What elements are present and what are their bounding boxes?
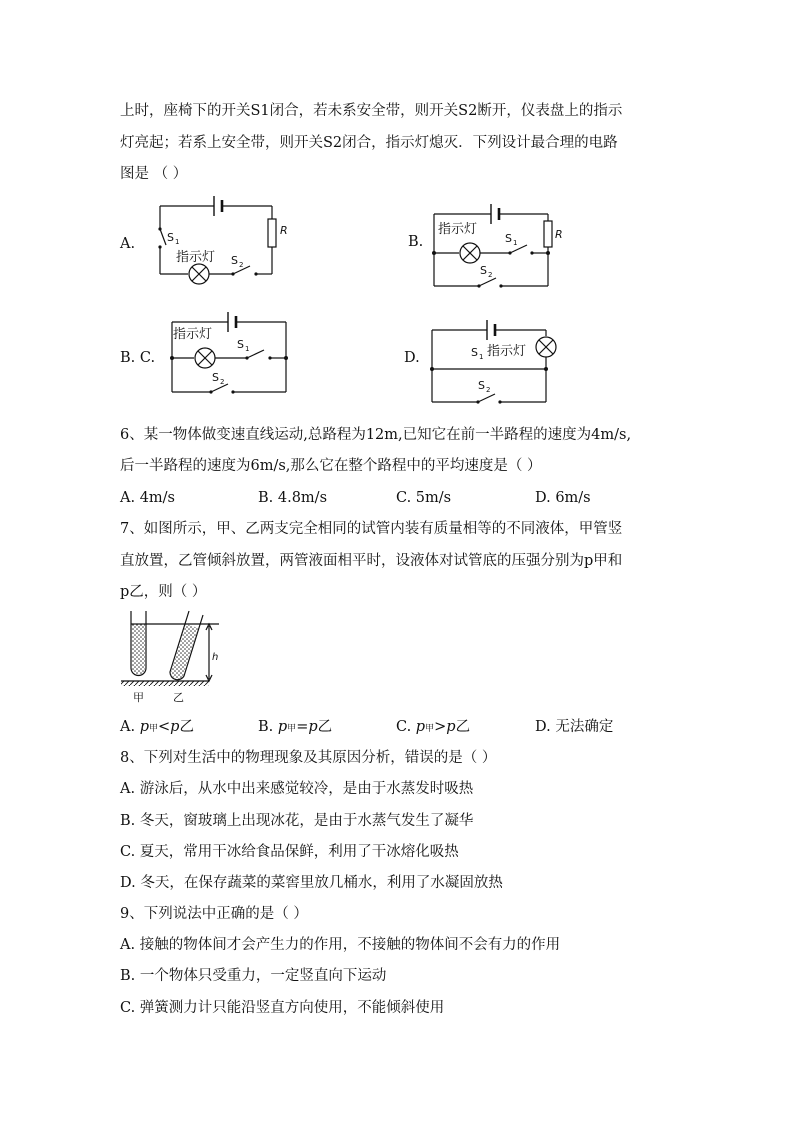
q5-line-2: 灯亮起；若系上安全带，则开关S2闭合，指示灯熄灭．下列设计最合理的电路	[120, 135, 618, 151]
circuit-a-s2-label: S	[231, 254, 238, 267]
q7-option-b-p1: p	[277, 719, 288, 735]
q7-option-a-p1: p	[139, 719, 149, 735]
q7-option-c-sub1: 甲	[425, 724, 435, 734]
q7-option-c-sub2: 乙	[455, 719, 471, 735]
circuit-c-s1-sub: 1	[245, 345, 250, 353]
q7-option-a-sub1: 甲	[149, 724, 159, 734]
circuit-d-lamp-label: 指示灯	[487, 344, 527, 359]
q6-option-b[interactable]: B. 4.8m/s	[258, 490, 328, 506]
q5-option-a-label[interactable]: A.	[120, 236, 136, 252]
q7-option-b-prefix: B.	[258, 719, 274, 735]
circuit-b-s1-sub: 1	[513, 239, 518, 247]
q7-option-d[interactable]: D. 无法确定	[535, 719, 614, 735]
q8-option-c[interactable]: C. 夏天，常用干冰给食品保鲜，利用了干冰熔化吸热	[120, 844, 459, 860]
q6-option-c[interactable]: C. 5m/s	[396, 490, 452, 506]
circuit-a-r-label: R	[280, 224, 288, 237]
circuit-a-s1-sub: 1	[175, 238, 180, 246]
q7-option-a-p2: p	[170, 719, 180, 735]
figure-h-label: h	[212, 652, 219, 663]
q5-option-c-label[interactable]: B. C.	[120, 350, 156, 366]
circuit-b-s2-sub: 2	[488, 271, 493, 279]
circuit-a-lamp-label: 指示灯	[176, 250, 216, 265]
circuit-d-s1-sub: 1	[479, 353, 484, 361]
q6-line-2: 后一半路程的速度为6m/s,那么它在整个路程中的平均速度是（ ）	[120, 458, 542, 474]
q7-option-b-sub1: 甲	[287, 724, 297, 734]
q9-option-c[interactable]: C. 弹簧测力计只能沿竖直方向使用，不能倾斜使用	[120, 1000, 445, 1016]
q6-line-1: 6、某一物体做变速直线运动,总路程为12m,已知它在前一半路程的速度为4m/s,	[120, 427, 632, 443]
circuit-b-s1-label: S	[505, 232, 512, 245]
circuit-a-s2-sub: 2	[239, 261, 244, 269]
circuit-b-r-label: R	[555, 228, 563, 241]
q9-option-a[interactable]: A. 接触的物体间才会产生力的作用，不接触的物体间不会有力的作用	[120, 937, 561, 953]
q8-line-1: 8、下列对生活中的物理现象及其原因分析，错误的是（ ）	[120, 750, 497, 766]
circuit-b-s2-label: S	[480, 264, 487, 277]
circuit-d-s2-sub: 2	[486, 386, 491, 394]
circuit-c-s2-label: S	[212, 371, 219, 384]
q9-line-1: 9、下列说法中正确的是（ ）	[120, 906, 308, 922]
q7-option-b[interactable]	[258, 717, 332, 739]
q8-option-a[interactable]: A. 游泳后，从水中出来感觉较冷，是由于水蒸发时吸热	[120, 781, 474, 797]
q7-option-b-p2: p	[308, 719, 318, 735]
q8-option-d[interactable]: D. 冬天，在保存蔬菜的菜窖里放几桶水，利用了水凝固放热	[120, 875, 503, 891]
q7-option-a-prefix: A.	[120, 719, 136, 735]
q7-option-a[interactable]	[120, 717, 194, 739]
circuit-c-s2-sub: 2	[220, 378, 225, 386]
q7-option-c-p2: p	[446, 719, 456, 735]
q6-option-d[interactable]: D. 6m/s	[535, 490, 591, 506]
q5-line-3: 图是 （ ）	[120, 166, 188, 182]
q7-option-c[interactable]	[396, 717, 470, 739]
q5-line-1: 上时，座椅下的开关S1闭合，若未系安全带，则开关S2断开，仪表盘上的指示	[120, 103, 623, 119]
q7-option-c-p1: p	[415, 719, 426, 735]
figure-yi-label: 乙	[173, 691, 184, 704]
q7-option-b-operator: =	[296, 719, 309, 735]
q5-option-b-label[interactable]: B.	[408, 234, 424, 250]
q9-option-b[interactable]: B. 一个物体只受重力，一定竖直向下运动	[120, 968, 387, 984]
circuit-c-lamp-label: 指示灯	[173, 327, 213, 342]
q7-option-a-sub2: 乙	[179, 719, 194, 735]
q7-option-c-operator: >	[434, 719, 447, 735]
q5-option-d-label[interactable]: D.	[404, 350, 420, 366]
circuit-d-s1-label: S	[471, 346, 478, 359]
figure-jia-label: 甲	[133, 691, 144, 704]
circuit-a-s1-label: S	[167, 231, 174, 244]
q7-line-3: p乙，则（ ）	[120, 584, 207, 600]
circuit-b-lamp-label: 指示灯	[438, 222, 478, 237]
q7-option-c-prefix: C.	[396, 719, 412, 735]
q7-option-a-operator: <	[158, 719, 171, 735]
circuit-c-s1-label: S	[237, 338, 244, 351]
q6-option-a[interactable]: A. 4m/s	[120, 490, 175, 506]
q7-line-1: 7、如图所示，甲、乙两支完全相同的试管内装有质量相等的不同液体，甲管竖	[120, 521, 623, 537]
q8-option-b[interactable]: B. 冬天，窗玻璃上出现冰花，是由于水蒸气发生了凝华	[120, 813, 474, 829]
q7-option-b-sub2: 乙	[317, 719, 333, 735]
q7-line-2: 直放置，乙管倾斜放置，两管液面相平时，设液体对试管底的压强分别为p甲和	[120, 553, 623, 569]
circuit-d-s2-label: S	[478, 379, 485, 392]
